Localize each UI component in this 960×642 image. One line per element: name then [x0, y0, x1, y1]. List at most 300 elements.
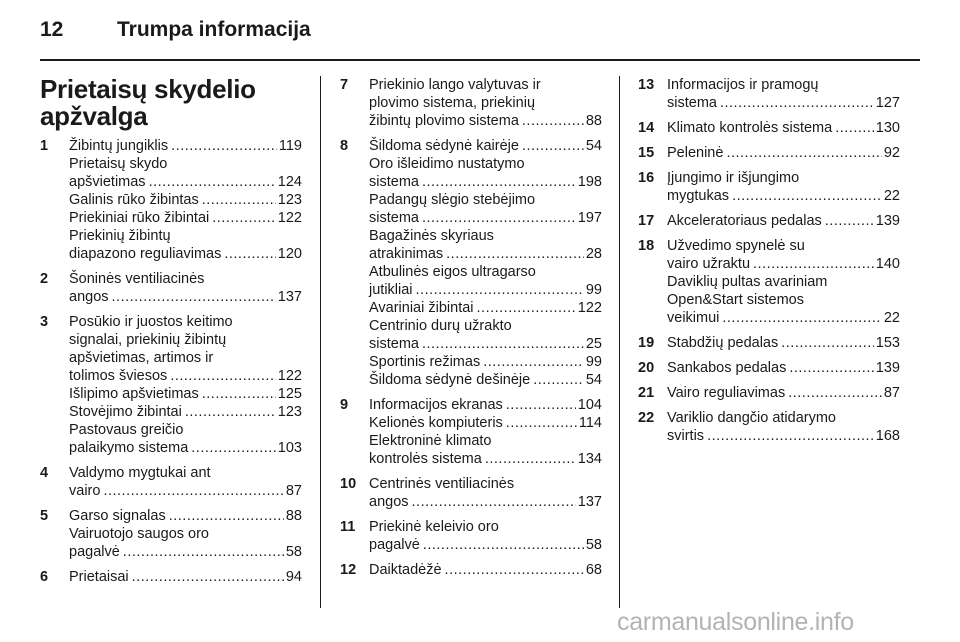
entry-items: [667, 76, 900, 112]
item-label-line: pagalvė: [69, 544, 120, 560]
page-reference: 114: [578, 415, 602, 431]
item-row: [69, 209, 302, 227]
dot-leader: [722, 309, 881, 327]
index-item: [69, 155, 302, 191]
item-label-line: Priekinė keleivio oro: [369, 519, 499, 535]
item-label-line: Daiktadėžė: [369, 562, 442, 578]
index-item: [69, 227, 302, 263]
index-item: [369, 518, 602, 554]
index-item: [369, 371, 602, 389]
index-entry: [638, 384, 900, 402]
dot-leader: [123, 543, 284, 561]
page-reference: 104: [577, 397, 602, 413]
item-label-line: Šildoma sėdynė dešinėje: [369, 372, 531, 388]
page-reference: 198: [577, 174, 602, 190]
item-row: [69, 288, 302, 306]
entry-gap: [340, 554, 602, 561]
index-item: [369, 432, 602, 468]
entry-number: 12: [340, 562, 357, 578]
index-item: [667, 384, 900, 402]
index-entry: [638, 119, 900, 137]
index-item: [667, 212, 900, 230]
section-title: [40, 76, 302, 130]
page-reference: 54: [585, 372, 602, 388]
entry-number: 3: [40, 314, 49, 330]
item-label-line: Stabdžių pedalas: [667, 335, 779, 351]
entry-gap: [638, 162, 900, 169]
entry-gap: [40, 263, 302, 270]
page-reference: 92: [883, 145, 900, 161]
entry-items: [369, 76, 602, 130]
page-reference: 137: [577, 494, 602, 510]
index-entry: [638, 169, 900, 205]
dot-leader: [149, 173, 276, 191]
page-reference: 99: [585, 282, 602, 298]
entry-items: [69, 507, 302, 561]
item-label-line: Įjungimo ir išjungimo: [667, 170, 800, 186]
entry-number: 8: [340, 138, 349, 154]
index-item: [369, 414, 602, 432]
dot-leader: [753, 255, 874, 273]
item-label-line: Atbulinės eigos ultragarso: [369, 264, 536, 280]
page-reference: 88: [285, 508, 302, 524]
item-label-line: angos: [69, 289, 109, 305]
item-label-line: Informacijos ir pramogų: [667, 77, 819, 93]
index-item: [369, 155, 602, 191]
index-column-1: [40, 76, 302, 586]
entry-gap: [638, 112, 900, 119]
item-label-line: Užvedimo spynelė su: [667, 238, 805, 254]
entry-number: 14: [638, 120, 655, 136]
index-entry: [638, 144, 900, 162]
index-entry: [638, 409, 900, 445]
entry-gap: [638, 352, 900, 359]
index-entry: [340, 396, 602, 468]
section-title-line-1: Prietaisų skydelio: [40, 74, 256, 104]
index-item: [667, 119, 900, 137]
item-label-line: Kelionės kompiuteris: [369, 415, 503, 431]
item-row: [69, 245, 302, 263]
item-row: [369, 414, 602, 432]
page-reference: 124: [277, 174, 302, 190]
page-reference: 123: [277, 404, 302, 420]
item-label-line: Žibintų jungiklis: [69, 138, 169, 154]
item-label-line: mygtukas: [667, 188, 730, 204]
item-label-line: tolimos šviesos: [69, 368, 168, 384]
entry-gap: [340, 389, 602, 396]
item-label-line: Vairo reguliavimas: [667, 385, 786, 401]
dot-leader: [132, 568, 284, 586]
entry-gap: [638, 230, 900, 237]
dot-leader: [446, 245, 584, 263]
item-label-line: pagalvė: [369, 537, 420, 553]
item-label-line: Sankabos pedalas: [667, 360, 787, 376]
dot-leader: [224, 245, 275, 263]
dot-leader: [485, 450, 576, 468]
entry-gap: [638, 402, 900, 409]
item-row: [69, 367, 302, 385]
index-entry: [340, 475, 602, 511]
item-row: [69, 137, 302, 155]
entry-gap: [40, 306, 302, 313]
page-reference: 123: [277, 192, 302, 208]
item-label-line: apšvietimas, artimos ir: [69, 350, 214, 366]
dot-leader: [707, 427, 874, 445]
page-reference: 139: [875, 360, 900, 376]
item-row: [667, 309, 900, 327]
index-item: [369, 475, 602, 511]
column-divider-2: [619, 76, 620, 608]
index-item: [667, 76, 900, 112]
index-entry: [638, 359, 900, 377]
item-row: [69, 543, 302, 561]
page-reference: 125: [277, 386, 302, 402]
item-row: [667, 384, 900, 402]
dot-leader: [416, 281, 584, 299]
entry-items: [69, 464, 302, 500]
page-reference: 28: [585, 246, 602, 262]
index-entry: [340, 137, 602, 389]
entry-items: [369, 518, 602, 554]
item-label-line: Vairuotojo saugos oro: [69, 526, 209, 542]
item-label-line: Priekinių žibintų: [69, 228, 171, 244]
item-row: [369, 173, 602, 191]
entry-number: 2: [40, 271, 49, 287]
page-reference: 103: [277, 440, 302, 456]
page-header: [0, 0, 960, 60]
item-label-line: Informacijos ekranas: [369, 397, 503, 413]
page-reference: 88: [585, 113, 602, 129]
section-title-line-2: apžvalga: [40, 101, 148, 131]
item-label-line: sistema: [369, 210, 419, 226]
item-row: [369, 371, 602, 389]
dot-leader: [170, 367, 275, 385]
index-item: [69, 270, 302, 306]
page-reference: 140: [875, 256, 900, 272]
index-item: [69, 525, 302, 561]
page-reference: 87: [285, 483, 302, 499]
item-label-line: apšvietimas: [69, 174, 146, 190]
item-row: [667, 187, 900, 205]
item-label-line: Priekinio lango valytuvas ir: [369, 77, 541, 93]
page-reference: 22: [883, 310, 900, 326]
item-label-line: Šildoma sėdynė kairėje: [369, 138, 519, 154]
index-item: [369, 227, 602, 263]
item-row: [369, 335, 602, 353]
item-label-line: Prietaisai: [69, 569, 129, 585]
header-rule: [40, 59, 920, 61]
page-reference: 54: [585, 138, 602, 154]
index-item: [667, 144, 900, 162]
item-row: [369, 493, 602, 511]
page-reference: 122: [277, 210, 302, 226]
entry-number: 9: [340, 397, 349, 413]
entry-items: [667, 409, 900, 445]
item-label-line: Variklio dangčio atidarymo: [667, 410, 836, 426]
index-item: [369, 396, 602, 414]
entry-items: [69, 137, 302, 263]
item-label-line: Prietaisų skydo: [69, 156, 168, 172]
chapter-title: Trumpa informacija: [117, 18, 311, 41]
item-label-line: plovimo sistema, priekinių: [369, 95, 536, 111]
entry-number: 22: [638, 410, 655, 426]
dot-leader: [506, 396, 576, 414]
item-label-line: Open&Start sistemos: [667, 292, 804, 308]
index-item: [69, 464, 302, 500]
dot-leader: [423, 536, 584, 554]
dot-leader: [835, 119, 874, 137]
item-row: [69, 507, 302, 525]
index-item: [667, 273, 900, 327]
dot-leader: [171, 137, 277, 155]
entry-items: [369, 475, 602, 511]
entry-number: 18: [638, 238, 655, 254]
entry-items: [667, 169, 900, 205]
watermark: carmanualsonline.info: [617, 608, 854, 636]
item-label-line: Išlipimo apšvietimas: [69, 386, 199, 402]
page-reference: 134: [577, 451, 602, 467]
entry-gap: [638, 205, 900, 212]
entry-gap: [40, 500, 302, 507]
index-entry: [340, 76, 602, 130]
index-item: [667, 237, 900, 273]
item-row: [369, 112, 602, 130]
item-label-line: kontrolės sistema: [369, 451, 482, 467]
entry-items: [667, 334, 900, 352]
item-row: [369, 396, 602, 414]
index-entry: [40, 507, 302, 561]
dot-leader: [483, 353, 584, 371]
index-entry: [40, 464, 302, 500]
dot-leader: [169, 507, 284, 525]
item-row: [69, 568, 302, 586]
entry-gap: [340, 468, 602, 475]
index-entry: [638, 334, 900, 352]
index-item: [369, 191, 602, 227]
item-row: [369, 536, 602, 554]
item-label-line: Padangų slėgio stebėjimo: [369, 192, 536, 208]
item-row: [667, 255, 900, 273]
item-label-line: sistema: [667, 95, 717, 111]
entry-number: 17: [638, 213, 655, 229]
item-row: [369, 281, 602, 299]
item-label-line: svirtis: [667, 428, 705, 444]
item-label-line: vairo: [69, 483, 101, 499]
item-row: [369, 353, 602, 371]
page-reference: 58: [585, 537, 602, 553]
entry-items: [667, 144, 900, 162]
dot-leader: [103, 482, 283, 500]
item-row: [69, 385, 302, 403]
item-label-line: Centrinio durų užrakto: [369, 318, 512, 334]
item-row: [69, 191, 302, 209]
entry-number: 20: [638, 360, 655, 376]
index-item: [369, 317, 602, 353]
dot-leader: [720, 94, 874, 112]
dot-leader: [412, 493, 576, 511]
entry-items: [69, 568, 302, 586]
entry-number: 4: [40, 465, 49, 481]
item-label-line: Galinis rūko žibintas: [69, 192, 199, 208]
page-reference: 168: [875, 428, 900, 444]
index-item: [69, 137, 302, 155]
item-label-line: atrakinimas: [369, 246, 444, 262]
index-item: [369, 137, 602, 155]
item-label-line: Avariniai žibintai: [369, 300, 474, 316]
entry-gap: [638, 327, 900, 334]
dot-leader: [825, 212, 874, 230]
item-label-line: Daviklių pultas avariniam: [667, 274, 828, 290]
index-item: [369, 561, 602, 579]
entry-items: [369, 137, 602, 389]
item-label-line: Elektroninė klimato: [369, 433, 492, 449]
item-row: [667, 144, 900, 162]
entry-number: 11: [340, 519, 356, 535]
item-label-line: žibintų plovimo sistema: [369, 113, 519, 129]
item-row: [369, 209, 602, 227]
item-row: [667, 334, 900, 352]
entry-items: [369, 396, 602, 468]
index-item: [667, 334, 900, 352]
item-row: [369, 450, 602, 468]
item-label-line: signalai, priekinių žibintų: [69, 332, 227, 348]
entry-items: [369, 561, 602, 579]
index-item: [69, 313, 302, 385]
entry-number: 19: [638, 335, 655, 351]
entry-items: [69, 270, 302, 306]
index-item: [69, 507, 302, 525]
index-item: [69, 385, 302, 403]
item-label-line: Sportinis režimas: [369, 354, 481, 370]
entry-gap: [340, 130, 602, 137]
index-item: [69, 191, 302, 209]
item-label-line: Pastovaus greičio: [69, 422, 184, 438]
item-label-line: jutikliai: [369, 282, 413, 298]
index-entry: [40, 313, 302, 457]
item-label-line: Valdymo mygtukai ant: [69, 465, 211, 481]
entry-gap: [40, 457, 302, 464]
item-row: [69, 403, 302, 421]
item-row: [369, 137, 602, 155]
index-item: [69, 403, 302, 421]
item-row: [69, 482, 302, 500]
item-label-line: Priekiniai rūko žibintai: [69, 210, 210, 226]
dot-leader: [445, 561, 584, 579]
entry-number: 15: [638, 145, 655, 161]
index-item: [667, 409, 900, 445]
dot-leader: [422, 335, 584, 353]
dot-leader: [422, 173, 576, 191]
index-item: [369, 299, 602, 317]
entry-items: [667, 212, 900, 230]
item-label-line: sistema: [369, 336, 419, 352]
index-entry: [638, 76, 900, 112]
dot-leader: [202, 191, 276, 209]
index-item: [369, 353, 602, 371]
item-row: [667, 94, 900, 112]
item-label-line: Garso signalas: [69, 508, 166, 524]
entry-number: 10: [340, 476, 357, 492]
item-row: [667, 359, 900, 377]
entry-gap: [638, 377, 900, 384]
dot-leader: [522, 112, 584, 130]
item-label-line: Peleninė: [667, 145, 724, 161]
page-reference: 25: [585, 336, 602, 352]
entry-gap: [638, 137, 900, 144]
page-number: 12: [40, 18, 64, 41]
index-item: [369, 76, 602, 130]
page-reference: 153: [875, 335, 900, 351]
item-label-line: angos: [369, 494, 409, 510]
dot-leader: [202, 385, 276, 403]
dot-leader: [732, 187, 882, 205]
entry-gap: [40, 561, 302, 568]
dot-leader: [185, 403, 276, 421]
entry-gap: [340, 511, 602, 518]
index-column-3: [638, 76, 900, 445]
dot-leader: [522, 137, 584, 155]
item-label-line: Stovėjimo žibintai: [69, 404, 182, 420]
item-label-line: veikimui: [667, 310, 720, 326]
item-label-line: Akceleratoriaus pedalas: [667, 213, 822, 229]
page-reference: 197: [577, 210, 602, 226]
item-label-line: Bagažinės skyriaus: [369, 228, 494, 244]
index-item: [369, 263, 602, 299]
index-entry: [638, 237, 900, 327]
item-row: [667, 212, 900, 230]
item-row: [667, 427, 900, 445]
page-reference: 122: [277, 368, 302, 384]
page-reference: 99: [585, 354, 602, 370]
index-entry: [40, 568, 302, 586]
item-row: [69, 173, 302, 191]
index-item: [69, 568, 302, 586]
dot-leader: [477, 299, 576, 317]
page-reference: 130: [875, 120, 900, 136]
dot-leader: [726, 144, 881, 162]
item-label-line: diapazono reguliavimas: [69, 246, 222, 262]
page-reference: 139: [875, 213, 900, 229]
item-row: [369, 561, 602, 579]
dot-leader: [789, 359, 873, 377]
item-label-line: sistema: [369, 174, 419, 190]
dot-leader: [422, 209, 576, 227]
index-entry: [340, 518, 602, 554]
item-row: [667, 119, 900, 137]
entry-items: [667, 384, 900, 402]
entry-number: 1: [40, 138, 49, 154]
item-label-line: vairo užraktu: [667, 256, 751, 272]
entry-items: [667, 359, 900, 377]
entry-number: 6: [40, 569, 49, 585]
page-reference: 68: [585, 562, 602, 578]
item-label-line: Šoninės ventiliacinės: [69, 271, 205, 287]
entry-number: 5: [40, 508, 49, 524]
item-label-line: palaikymo sistema: [69, 440, 189, 456]
page-reference: 119: [278, 138, 302, 154]
page-reference: 137: [277, 289, 302, 305]
dot-leader: [788, 384, 882, 402]
entry-number: 16: [638, 170, 655, 186]
index-item: [667, 359, 900, 377]
index-item: [667, 169, 900, 205]
dot-leader: [506, 414, 577, 432]
page-reference: 127: [875, 95, 900, 111]
item-label-line: Klimato kontrolės sistema: [667, 120, 833, 136]
page-reference: 58: [285, 544, 302, 560]
index-entry: [638, 212, 900, 230]
entry-items: [667, 237, 900, 327]
